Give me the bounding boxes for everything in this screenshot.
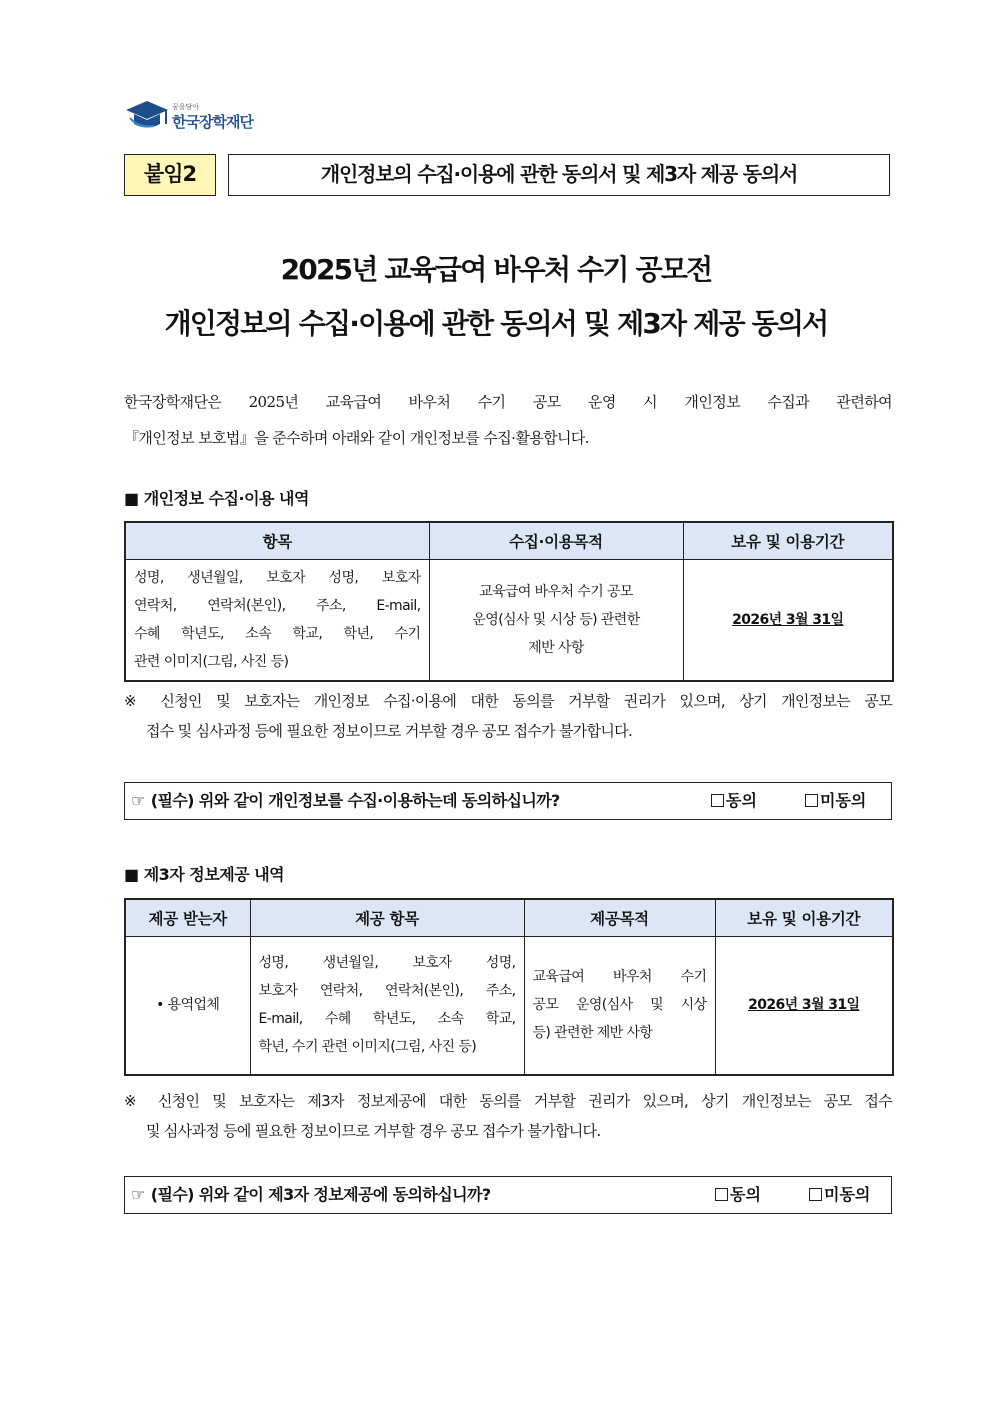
section1-items-line: 관련 이미지(그림, 사진 등) (134, 654, 289, 670)
section1-agree-label: 동의 (726, 791, 757, 810)
section1-note (124, 686, 892, 746)
section1-consent-question (131, 783, 560, 818)
section2-consent-question (131, 1177, 491, 1212)
section1-items-line: 수혜 학년도, 소속 학교, 학년, 수기 (134, 626, 421, 642)
section2-note (124, 1086, 892, 1146)
section1-consent-text: (필수) 위와 같이 개인정보를 수집·이용하는데 동의하십니까? (150, 791, 560, 810)
checkbox-icon[interactable] (805, 794, 818, 807)
checkbox-icon[interactable] (715, 1188, 728, 1201)
section2-header-purpose: 제공목적 (524, 899, 715, 937)
intro-paragraph (124, 384, 892, 456)
section1-header-period: 보유 및 이용기간 (683, 522, 893, 560)
section2-heading: ■ 제3자 정보제공 내역 (124, 865, 285, 884)
section2-consent-box (124, 1176, 892, 1214)
section2-items-line: E-mail, 수혜 학년도, 소속 학교, (258, 1011, 516, 1028)
intro-line2: 『개인정보 보호법』을 준수하며 아래와 같이 개인정보를 수집·활용합니다. (124, 429, 589, 447)
section2-agree-option[interactable] (715, 1177, 761, 1212)
section1-purpose-cell (429, 560, 683, 682)
section1-agree-option[interactable] (711, 783, 757, 818)
section2-header-recipient: 제공 받는자 (125, 899, 250, 937)
section1-items-line: 연락처, 연락처(본인), 주소, E-mail, (134, 598, 421, 614)
section1-header-purpose: 수집·이용목적 (429, 522, 683, 560)
section2-consent-text: (필수) 위와 같이 제3자 정보제공에 동의하십니까? (150, 1185, 491, 1204)
section2-header-row (125, 899, 893, 937)
pointing-hand-icon: ☞ (131, 1185, 145, 1204)
section1-consent-box (124, 782, 892, 820)
section1-purpose-line: 제반 사항 (528, 640, 584, 656)
attachment-badge: 붙임2 (124, 154, 216, 196)
section1-disagree-option[interactable] (805, 783, 866, 818)
section1-header-items: 항목 (125, 522, 429, 560)
section1-items-cell (125, 560, 429, 682)
section1-note-line1: ※ 신청인 및 보호자는 개인정보 수집·이용에 대한 동의를 거부할 권리가 있으며, 상기 개인정보는 공모 (124, 692, 892, 710)
table-row (125, 937, 893, 1075)
checkbox-icon[interactable] (711, 794, 724, 807)
section2-header-items: 제공 항목 (250, 899, 524, 937)
section2-agree-label: 동의 (730, 1185, 761, 1204)
pointing-hand-icon: ☞ (131, 791, 145, 810)
attachment-title: 개인정보의 수집·이용에 관한 동의서 및 제3자 제공 동의서 (228, 154, 890, 196)
section2-purpose-line: 등) 관련한 제반 사항 (532, 1025, 653, 1042)
section2-note-line1: ※ 신청인 및 보호자는 제3자 정보제공에 대한 동의를 거부할 권리가 있으며, 상기 개인정보는 공모 접수 (124, 1092, 892, 1110)
section2-items-line: 보호자 연락처, 연락처(본인), 주소, (258, 983, 516, 1000)
section2-recipient-cell: • 용역업체 (125, 937, 250, 1075)
main-title-line2: 개인정보의 수집·이용에 관한 동의서 및 제3자 제공 동의서 (164, 307, 828, 340)
section2-items-cell (250, 937, 524, 1075)
section1-disagree-label: 미동의 (820, 791, 867, 810)
logo (124, 98, 274, 134)
intro-line1: 한국장학재단은 2025년 교육급여 바우처 수기 공모 운영 시 개인정보 수집과 관련하여 (124, 393, 892, 411)
table-row (125, 560, 893, 682)
section2-period-cell: 2026년 3월 31일 (715, 937, 893, 1075)
section1-items-line: 성명, 생년월일, 보호자 성명, 보호자 (134, 570, 421, 586)
section1-table (124, 521, 894, 682)
section2-note-line2: 및 심사과정 등에 필요한 정보이므로 거부할 경우 공모 접수가 불가합니다. (146, 1122, 601, 1140)
section2-purpose-cell (524, 937, 715, 1075)
section1-note-line2: 접수 및 심사과정 등에 필요한 정보이므로 거부할 경우 공모 접수가 불가합니다. (146, 722, 633, 740)
section1-header-row (125, 522, 893, 560)
section2-items-line: 학년, 수기 관련 이미지(그림, 사진 등) (258, 1039, 477, 1056)
logo-tagline: 꿈을담아 (172, 103, 200, 111)
section2-disagree-option[interactable] (809, 1177, 870, 1212)
section2-purpose-line: 공모 운영(심사 및 시상 (532, 997, 707, 1014)
graduation-cap-icon (124, 98, 170, 132)
section1-heading: ■ 개인정보 수집·이용 내역 (124, 489, 309, 508)
section2-table (124, 898, 894, 1076)
main-title-line1: 2025년 교육급여 바우처 수기 공모전 (280, 253, 712, 286)
section2-header-period: 보유 및 이용기간 (715, 899, 893, 937)
section1-purpose-line: 교육급여 바우처 수기 공모 (479, 584, 633, 600)
logo-name: 한국장학재단 (172, 113, 253, 131)
section2-purpose-line: 교육급여 바우처 수기 (532, 969, 707, 986)
section1-purpose-line: 운영(심사 및 시상 등) 관련한 (472, 612, 640, 628)
section2-disagree-label: 미동의 (824, 1185, 871, 1204)
checkbox-icon[interactable] (809, 1188, 822, 1201)
section2-items-line: 성명, 생년월일, 보호자 성명, (258, 955, 516, 972)
section1-period-cell: 2026년 3월 31일 (683, 560, 893, 682)
